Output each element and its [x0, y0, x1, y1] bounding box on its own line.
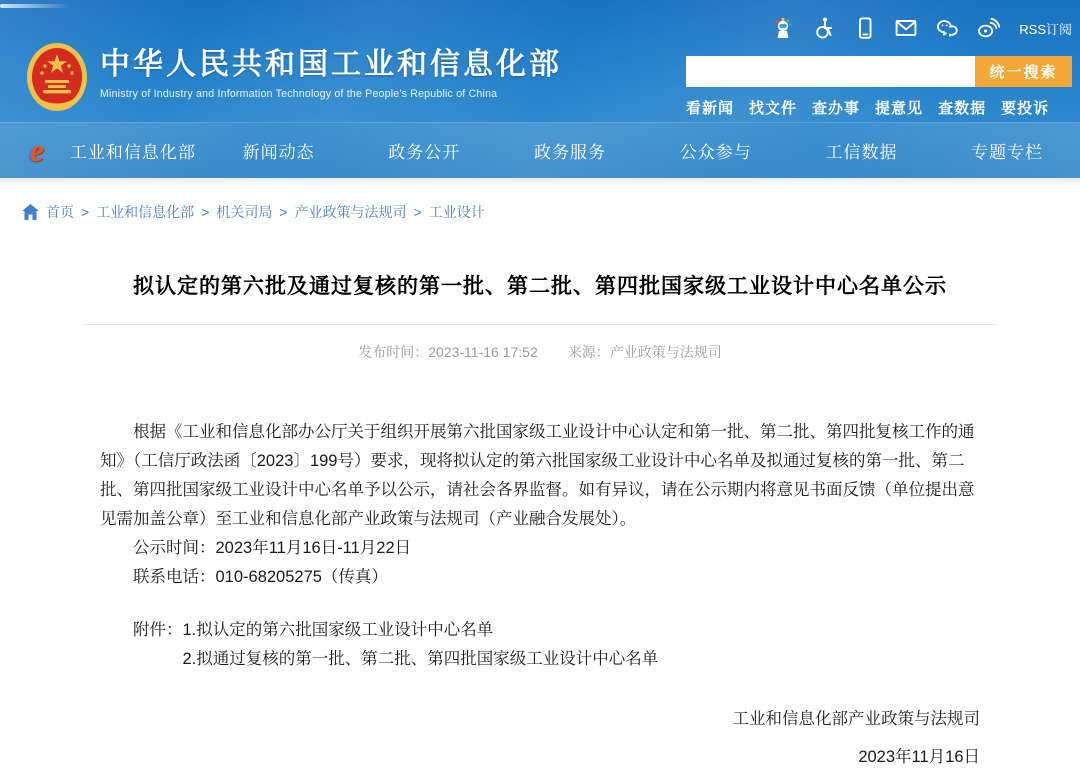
- breadcrumb-separator: >: [201, 204, 210, 220]
- breadcrumb-industrial-design[interactable]: 工业设计: [428, 204, 485, 220]
- nav-item-public-participation[interactable]: 公众参与: [679, 143, 752, 162]
- attachments-label: 附件：: [133, 621, 183, 639]
- quick-links: [686, 97, 1072, 118]
- quick-link-files[interactable]: 找文件: [749, 100, 798, 117]
- mascot-robot-icon[interactable]: [771, 16, 795, 40]
- breadcrumb-separator: >: [81, 204, 90, 220]
- quick-link-feedback[interactable]: 提意见: [875, 100, 924, 117]
- contact-phone: 联系电话：010-68205275（传真）: [133, 568, 388, 586]
- breadcrumb-separator: >: [279, 204, 288, 220]
- mobile-icon[interactable]: [853, 16, 877, 40]
- title-divider: [83, 324, 997, 325]
- main-nav: [0, 122, 1080, 178]
- nav-e-logo-icon[interactable]: e: [29, 132, 45, 168]
- site-title-zh: 中华人民共和国工业和信息化部: [100, 48, 562, 81]
- rss-subscribe-link[interactable]: RSS订阅: [1019, 21, 1072, 37]
- weibo-icon[interactable]: [976, 16, 1000, 40]
- header-tools: [686, 14, 1072, 42]
- site-title-en: Ministry of Industry and Information Technology of the People's Republic of China: [100, 88, 498, 100]
- attachment-line-2: [100, 645, 980, 674]
- breadcrumb-miit[interactable]: 工业和信息化部: [96, 204, 195, 220]
- quick-link-services[interactable]: 查办事: [812, 100, 861, 117]
- quick-link-news[interactable]: 看新闻: [686, 100, 735, 117]
- attachments: [100, 616, 980, 674]
- search-bar: [686, 56, 1072, 87]
- quick-link-data[interactable]: 查数据: [938, 100, 987, 117]
- mail-icon[interactable]: [894, 16, 918, 40]
- nav-items: [60, 138, 1080, 163]
- article-title: 拟认定的第六批及通过复核的第一批、第二批、第四批国家级工业设计中心名单公示: [133, 275, 947, 298]
- breadcrumb-policy-dept[interactable]: 产业政策与法规司: [294, 204, 407, 220]
- signature-block: [100, 700, 980, 776]
- body-paragraph: 根据《工业和信息化部办公厅关于组织开展第六批国家级工业设计中心认定和第一批、第二批、第四批复核工作的通知》（工信厅政法函〔2023〕199号）要求，现将拟认定的第六批国家级工业设计中心名单及拟通过复核的第一批、第二批、第四批国家级工业设计中心名单予以公示，请社会各界监督。如有异议，请在公示期内将意见书面反馈（单位提出意见需加盖公章）至工业和信息化部产业政策与法规司（产业融合发展处）。: [100, 423, 975, 528]
- article-meta: [83, 342, 997, 362]
- breadcrumb-departments[interactable]: 机关司局: [216, 204, 273, 220]
- header-shadow: [0, 178, 1080, 186]
- article-source: 来源：产业政策与法规司: [567, 344, 722, 360]
- brand-text: [100, 42, 562, 100]
- header-right: [686, 14, 1072, 118]
- breadcrumb-home[interactable]: 首页: [46, 204, 74, 220]
- home-icon[interactable]: [22, 204, 39, 220]
- nav-item-special-topics[interactable]: 专题专栏: [971, 143, 1044, 162]
- nav-item-miit[interactable]: 工业和信息化部: [69, 143, 196, 162]
- article: [83, 234, 997, 776]
- signature-org: 工业和信息化部产业政策与法规司: [732, 710, 980, 728]
- wechat-icon[interactable]: [935, 16, 959, 40]
- national-emblem-icon: [26, 42, 88, 112]
- nav-item-gov-services[interactable]: 政务服务: [534, 143, 607, 162]
- article-body: [83, 418, 997, 776]
- search-button[interactable]: 统一搜索: [975, 56, 1072, 87]
- accessibility-icon[interactable]: [812, 16, 836, 40]
- header-texture-streak: [0, 4, 70, 8]
- search-input[interactable]: [686, 56, 975, 87]
- nav-item-news[interactable]: 新闻动态: [242, 143, 315, 162]
- public-notice-period: 公示时间：2023年11月16日-11月22日: [133, 539, 412, 557]
- attachment-link-2[interactable]: 2.拟通过复核的第一批、第二批、第四批国家级工业设计中心名单: [182, 650, 659, 668]
- nav-item-gov-disclosure[interactable]: 政务公开: [388, 143, 461, 162]
- attachment-link-1[interactable]: 1.拟认定的第六批国家级工业设计中心名单: [182, 621, 494, 639]
- signature-date: 2023年11月16日: [858, 748, 980, 766]
- attachment-line-1: [100, 616, 980, 645]
- nav-item-industry-data[interactable]: 工信数据: [825, 143, 898, 162]
- breadcrumb-separator: >: [413, 204, 422, 220]
- site-brand[interactable]: [26, 42, 562, 112]
- site-header: [0, 0, 1080, 122]
- quick-link-complaint[interactable]: 要投诉: [1001, 100, 1050, 117]
- breadcrumb: [0, 186, 1080, 234]
- publish-time: 发布时间：2023-11-16 17:52: [358, 344, 538, 360]
